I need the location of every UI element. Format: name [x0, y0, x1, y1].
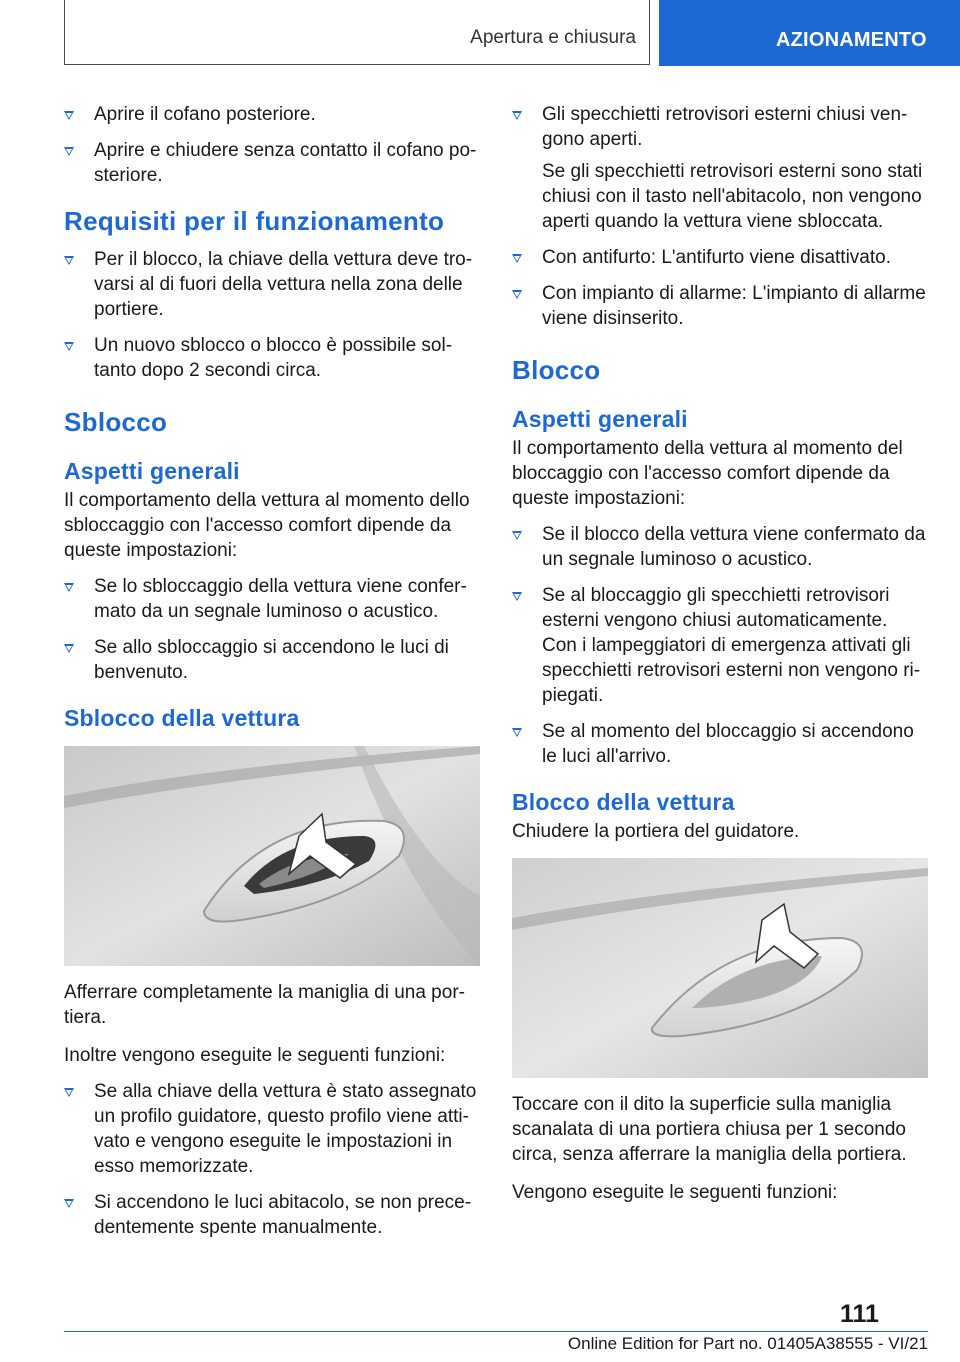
bullet-triangle-icon: [64, 1088, 74, 1097]
photo-caption: Afferrare completamente la maniglia di una portiera.: [64, 982, 465, 1028]
list-item: Con impianto di allarme: L'impianto di allarme viene disinserito.: [512, 281, 928, 331]
list-item-note: Se gli specchietti retrovisori esterni sono stati chiusi con il tasto nell'abitacolo, non vengono aperti quando la vettura viene sbloccata.: [542, 161, 923, 232]
list-item: Se al momento del bloccaggio si accendono le luci all'arrivo.: [512, 719, 928, 769]
page-header: [0, 0, 960, 66]
bullet-triangle-icon: [64, 644, 74, 653]
bullet-triangle-icon: [512, 254, 522, 263]
bullet-triangle-icon: [512, 111, 522, 120]
header-section-title: Apertura e chiusura: [470, 27, 636, 48]
header-chapter-label: AZIONAMENTO: [776, 29, 927, 51]
chapter-heading: Blocco: [512, 355, 601, 385]
bullet-triangle-icon: [512, 531, 522, 540]
bullet-list: [512, 102, 928, 331]
list-item: Si accendono le luci abitacolo, se non precedentemente spente manualmente.: [64, 1190, 480, 1240]
bullet-triangle-icon: [64, 342, 74, 351]
bullet-list: [64, 1079, 480, 1240]
bullet-triangle-icon: [64, 256, 74, 265]
left-column: [64, 102, 480, 1251]
bullet-triangle-icon: [512, 290, 522, 299]
section-heading: Requisiti per il funzionamento: [64, 206, 445, 236]
subsection-heading: Aspetti generali: [64, 458, 240, 484]
right-column: [512, 102, 928, 1205]
list-item: Aprire e chiudere senza contatto il cofano posteriore.: [64, 138, 480, 188]
bullet-list: [64, 102, 480, 188]
paragraph: Vengono eseguite le seguenti funzioni:: [512, 1182, 838, 1203]
paragraph: Inoltre vengono eseguite le seguenti funzioni:: [64, 1045, 446, 1066]
footer-divider: [64, 1331, 928, 1332]
bullet-list: [64, 574, 480, 685]
subsection-heading: Aspetti generali: [512, 406, 688, 432]
bullet-triangle-icon: [64, 1199, 74, 1208]
bullet-triangle-icon: [64, 147, 74, 156]
list-item: Se lo sbloccaggio della vettura viene confermato da un segnale luminoso o acustico.: [64, 574, 480, 624]
door-handle-photo: [512, 858, 928, 1078]
bullet-list: [512, 522, 928, 769]
list-item-note: Con i lampeggiatori di emergenza attivati gli specchietti retrovisori esterni non vengono ripiegati.: [542, 635, 921, 706]
list-item: Se alla chiave della vettura è stato assegnato un profilo guidatore, questo profilo viene attivato e vengono eseguite le impostazioni in esso memorizzate.: [64, 1079, 480, 1179]
list-item: Un nuovo sblocco o blocco è possibile soltanto dopo 2 secondi circa.: [64, 333, 480, 383]
chapter-heading: Sblocco: [64, 407, 168, 437]
bullet-triangle-icon: [512, 728, 522, 737]
header-chapter-tab[interactable]: [659, 0, 960, 66]
subsection-heading: Sblocco della vettura: [64, 705, 300, 731]
paragraph: Il comportamento della vettura al momento del bloccaggio con l'accesso comfort dipende da queste impostazioni:: [512, 438, 903, 509]
bullet-triangle-icon: [64, 111, 74, 120]
subsection-heading: Blocco della vettura: [512, 789, 735, 815]
list-item: Con antifurto: L'antifurto viene disattivato.: [512, 245, 928, 270]
door-handle-photo: [64, 746, 480, 966]
list-item: Se il blocco della vettura viene confermato da un segnale luminoso o acustico.: [512, 522, 928, 572]
bullet-triangle-icon: [512, 592, 522, 601]
photo-caption: Toccare con il dito la superficie sulla maniglia scanalata di una portiera chiusa per 1 secondo circa, senza afferrare la maniglia della portiera.: [512, 1094, 907, 1165]
list-item: Gli specchietti retrovisori esterni chiusi vengono aperti. Se gli specchietti retrovisori esterni sono stati chiusi con il tasto nell'abitacolo, non vengono aperti quando la vettura viene sbloccata.: [512, 102, 928, 234]
list-item: Per il blocco, la chiave della vettura deve trovarsi al di fuori della vettura nella zona delle portiere.: [64, 247, 480, 322]
bullet-triangle-icon: [64, 583, 74, 592]
bullet-list: [64, 247, 480, 383]
paragraph: Il comportamento della vettura al momento dello sbloccaggio con l'accesso comfort dipende da queste impostazioni:: [64, 490, 470, 561]
paragraph: Chiudere la portiera del guidatore.: [512, 821, 800, 842]
list-item: Se al bloccaggio gli specchietti retrovisori esterni vengono chiusi automaticamente. Con i lampeggiatori di emergenza attivati gli specchietti retrovisori esterni non vengono ripiegati.: [512, 583, 928, 708]
footer-edition: Online Edition for Part no. 01405A38555 - VI/21: [567, 1334, 928, 1353]
list-item: Aprire il cofano posteriore.: [64, 102, 480, 127]
list-item: Se allo sbloccaggio si accendono le luci di benvenuto.: [64, 635, 480, 685]
page-number: 111: [840, 1300, 879, 1328]
